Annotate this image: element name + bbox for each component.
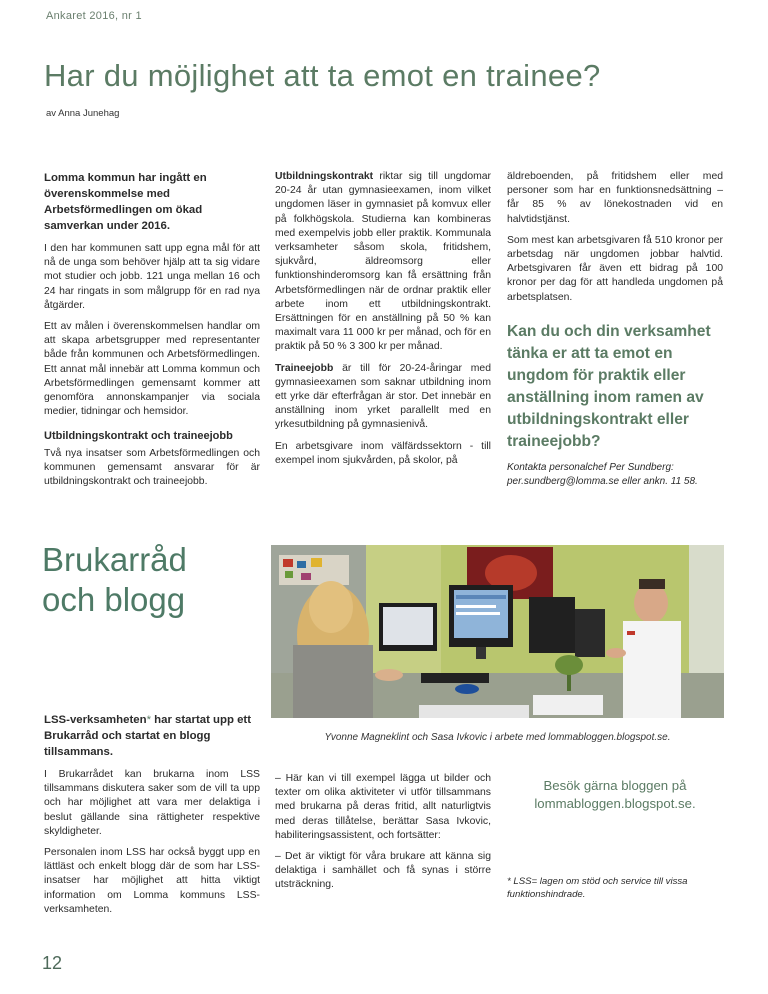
body-paragraph: äldreboenden, på fritidshem eller med personer som har en funktionsnedsättning – får 85 % av lönekostnaden vid en halvtidstjänst. — [507, 171, 723, 225]
term-utbildningskontrakt: Utbildningskontrakt — [275, 171, 374, 182]
lead-text-a: LSS-verksamheten — [44, 714, 147, 726]
article2-column-2 — [275, 772, 491, 900]
lead-paragraph: Lomma kommun har ingått en överenskommelse med Arbetsförmedlingen om ökad samverkan under 2016. — [44, 172, 207, 232]
article-title: Har du möjlighet att ta emot en trainee? — [44, 58, 601, 93]
section-title — [42, 540, 187, 620]
body-paragraph: Personalen inom LSS har också byggt upp en lättläst och enkelt blogg där de som har LSS-insatser har möjlighet att hitta viktigt information om Lomma kommuns LSS-verksamheten. — [44, 847, 260, 915]
running-head: Ankaret 2016, nr 1 — [46, 10, 142, 22]
lead-paragraph — [44, 712, 260, 760]
photo-caption: Yvonne Magneklint och Sasa Ivkovic i arbete med lommabloggen.blogspot.se. — [324, 732, 671, 743]
body-paragraph: Två nya insatser som Arbetsförmedlingen och kommunen gemensamt ansvarar för är utbildningskontrakt och traineejobb. — [44, 447, 260, 488]
section-title-line-1: Brukarråd — [42, 541, 187, 578]
page-number: 12 — [42, 953, 63, 973]
footnote-marker: * — [146, 714, 151, 726]
body-paragraph: En arbetsgivare inom välfärdssektorn - till exempel inom sjukvården, på skolor, på — [275, 440, 491, 466]
contact-info: Kontakta personalchef Per Sundberg: per.sundberg@lomma.se eller ankn. 11 58. — [507, 461, 698, 487]
article2-column-1 — [44, 712, 260, 924]
term-traineejobb: Traineejobb — [275, 362, 334, 374]
quote-paragraph: – Det är viktigt för våra brukare att känna sig delaktiga i samhället och få synas i större utsträckning. — [275, 851, 491, 891]
body-paragraph: I Brukarrådet kan brukarna inom LSS tillsammans diskutera saker som de vill ta upp och har möjlighet att vara mer delaktiga i beslut gällande sina rättigheter respektive skyldigheter. — [44, 769, 260, 837]
subheading: Utbildningskontrakt och traineejobb — [44, 430, 233, 443]
article1-column-2 — [275, 170, 491, 475]
quote-paragraph: – Här kan vi till exempel lägga ut bilder och texter om olika aktiviteter vi utför tillsammans med brukarna på deras fritid, allt naturligtvis med deras tillåtelse, berättar Sasa Ivkovic, habiliteringsassistent, och fortsätter: — [275, 773, 491, 841]
callout-question: Kan du och din verksamhet tänka er att ta emot en ungdom för praktik eller anställning inom ramen av utbildningskontrakt eller traineejobb? — [507, 322, 711, 450]
paragraph-text: är till för 20-24-åringar med gymnasieexamen som saknar utbildning inom ett yrke där efterfrågan är stor. Det innebär en anställning inom yrket parallellt med en yrkesutbildning på gymnasienivå. — [275, 362, 491, 431]
body-paragraph: Som mest kan arbetsgivaren få 510 kronor per arbetsdag när ungdomen jobbar halvtid. Arbetsgivaren får även ett bidrag på 100 kronor per dag för att handleda ungdomen på arbetsplatsen. — [507, 234, 723, 303]
body-paragraph: I den har kommunen satt upp egna mål för att nå de unga som behöver hjälp att ta sig vidare mot studier och jobb. 121 unga mellan 16 och 24 har ringats in som målgrupp för en rad nya åtgärder. — [44, 243, 260, 311]
office-photo — [271, 545, 724, 718]
body-paragraph — [275, 170, 491, 355]
footnote: * LSS= lagen om stöd och service till vissa funktionshindrade. — [507, 876, 688, 901]
byline: av Anna Junehag — [46, 108, 120, 119]
blog-callout: Besök gärna bloggen på lommabloggen.blogspot.se. — [534, 778, 696, 811]
article1-column-1 — [44, 170, 260, 496]
section-title-line-2: och blogg — [42, 581, 186, 618]
body-paragraph: Ett av målen i överenskommelsen handlar om att skapa arbetsgrupper med representanter både från kommunen och Arbetsförmedlingen. Ett annat mål innebär att Lomma kommun och Arbetsförmedlingen gemensamt kommer att genomföra annonskampanjer via sociala medier, tidningar och hemsidor. — [44, 321, 260, 418]
article1-column-3 — [507, 170, 723, 496]
paragraph-text: riktar sig till ungdomar 20-24 år utan gymnasieexamen, inom vilket ungdomen läser in gymnasiet på komvux eller på folkhögskola. Studierna kan kombineras med exempelvis jobb eller praktik. Kommunala verksamheter såsom skola, fritidshem, sjukvård, äldreomsorg eller funktionshinderomsorg kan få ersättning från Arbetsförmedlingen när de ordnar praktik eller arbete inom ett utbildningskontrakt. Ersättningen för en anställning på 50 % kan maximalt vara 11 000 kr per månad, och för en praktik på 50 % 3 300 kr per månad. — [275, 171, 491, 353]
lead-text-b: har startat upp ett Brukarråd och startat en blogg tillsammans. — [44, 714, 251, 758]
body-paragraph — [275, 362, 491, 433]
